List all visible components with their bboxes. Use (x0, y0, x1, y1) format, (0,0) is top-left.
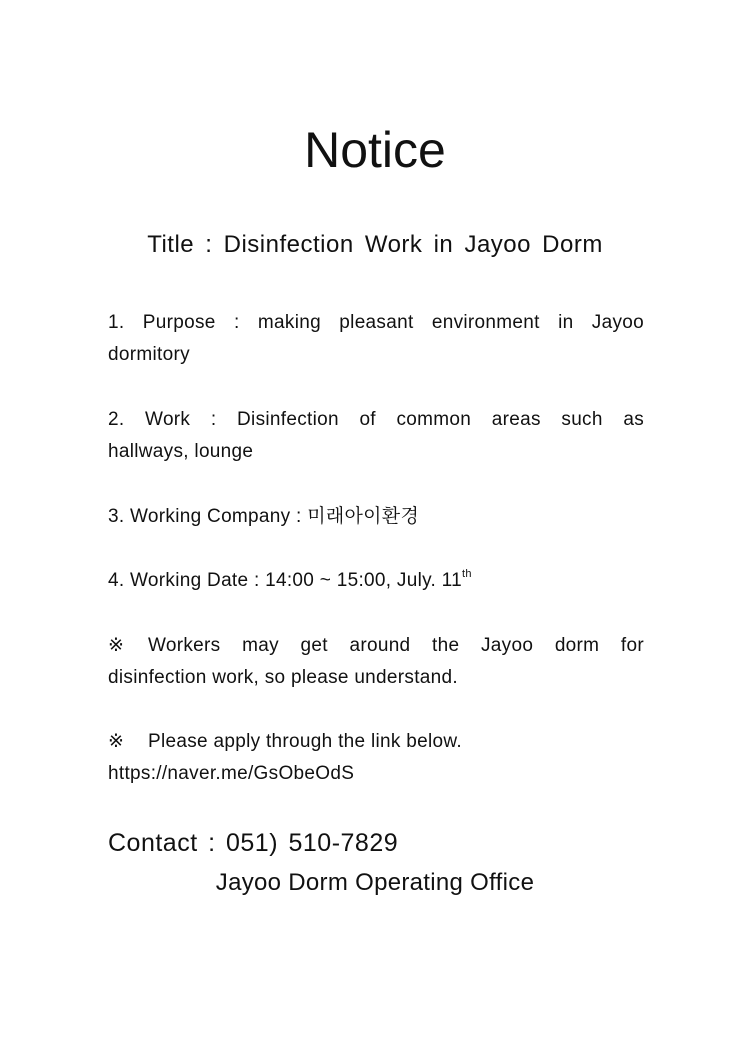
apply-note-line-1 (108, 726, 644, 758)
date-suffix: th (461, 567, 472, 580)
purpose-line-1: 1. Purpose : making pleasant environment in Jayoo (108, 312, 644, 333)
office-name: Jayoo Dorm Operating Office (215, 869, 535, 896)
work-line-2: hallways, lounge (108, 441, 254, 462)
purpose-item (108, 307, 644, 371)
date-item (108, 565, 644, 597)
company-item (108, 501, 644, 533)
purpose-line-2: dormitory (108, 344, 190, 365)
apply-link[interactable]: https://naver.me/GsObeOdS (108, 763, 355, 784)
workers-note-line-1 (108, 630, 644, 662)
workers-note (108, 630, 644, 694)
contact-line: Contact : 051) 510-7829 (108, 829, 399, 857)
notice-heading: Notice (304, 122, 446, 178)
notice-title: Title : Disinfection Work in Jayoo Dorm (147, 231, 603, 258)
workers-note-line-2: disinfection work, so please understand. (108, 667, 458, 688)
apply-note (108, 726, 644, 790)
reference-mark: ※ (108, 635, 125, 656)
work-item (108, 404, 644, 468)
date-text: 4. Working Date : 14:00 ~ 15:00, July. 11 (108, 570, 462, 591)
company-text: 3. Working Company : 미래아이환경 (108, 506, 420, 527)
workers-note-text-1: Workers may get around the Jayoo dorm for (148, 635, 644, 656)
work-line-1: 2. Work : Disinfection of common areas such as (108, 409, 644, 430)
reference-mark: ※ (108, 731, 125, 752)
apply-note-text: Please apply through the link below. (148, 731, 462, 752)
